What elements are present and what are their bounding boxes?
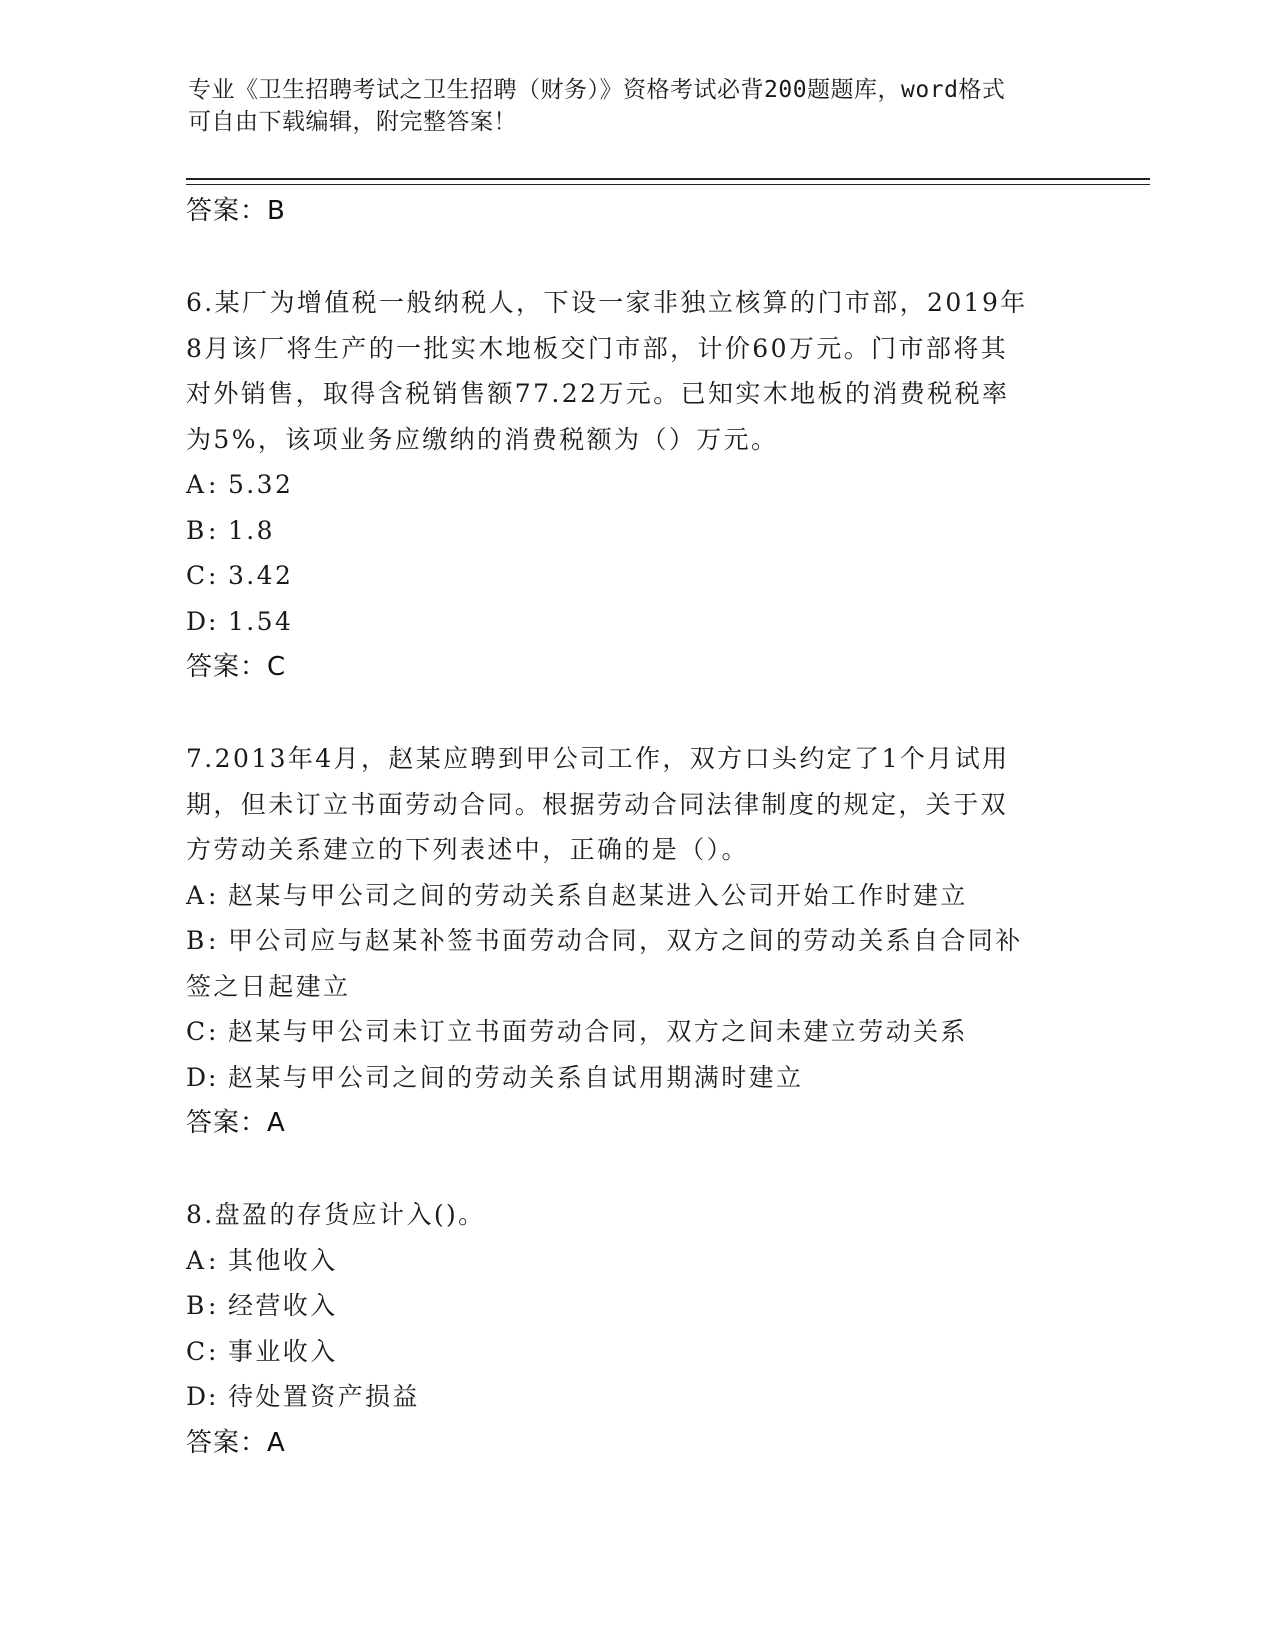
answer-value: B (267, 196, 286, 226)
header-rule-thin (186, 184, 1150, 185)
option-d (186, 1374, 1086, 1420)
option-separator: : (208, 606, 219, 636)
option-letter: D (186, 1062, 209, 1092)
option-text: 赵某与甲公司之间的劳动关系自赵某进入公司开始工作时建立 (228, 880, 968, 910)
option-c (186, 1009, 1086, 1055)
answer-line (186, 1100, 1086, 1146)
option-separator: : (208, 1336, 219, 1366)
option-d (186, 1055, 1086, 1101)
stem-line: 6.某厂为增值税一般纳税人，下设一家非独立核算的门市部，2019年 (186, 288, 1028, 317)
question-stem (186, 1192, 1086, 1238)
answer-value: A (267, 1108, 286, 1138)
option-letter: A (186, 1245, 207, 1275)
option-d (186, 599, 1086, 645)
question-block (186, 280, 1086, 690)
question-block (186, 736, 1086, 1146)
answer-line (186, 1420, 1086, 1466)
option-letter: B (186, 926, 207, 955)
stem-line: 7.2013年4月，赵某应聘到甲公司工作，双方口头约定了1个月试用 (186, 744, 1010, 773)
option-letter: A (186, 880, 207, 910)
option-separator: : (208, 1062, 219, 1092)
stem-line: 方劳动关系建立的下列表述中，正确的是（）。 (186, 835, 749, 864)
answer-label: 答案： (186, 1427, 268, 1458)
option-separator: : (208, 880, 219, 910)
option-b-continued: 签之日起建立 (186, 971, 351, 1001)
header-line-2: 可自由下载编辑，附完整答案！ (188, 109, 517, 135)
option-separator: : (208, 515, 219, 545)
header-line-1: 专业《卫生招聘考试之卫生招聘（财务）》资格考试必背200题题库，word格式 (188, 77, 1006, 103)
option-text: 甲公司应与赵某补签书面劳动合同，双方之间的劳动关系自合同补 (228, 926, 1023, 955)
option-letter: D (186, 1382, 209, 1411)
option-separator: : (208, 926, 219, 955)
question-block (186, 1192, 1086, 1466)
option-separator: : (208, 561, 219, 590)
answer-label: 答案： (186, 196, 268, 226)
stem-line: 期，但未订立书面劳动合同。根据劳动合同法律制度的规定，关于双 (186, 789, 1009, 819)
header-rule-thick (186, 178, 1150, 180)
option-a (186, 873, 1086, 919)
option-text: 赵某与甲公司之间的劳动关系自试用期满时建立 (228, 1062, 804, 1092)
answer-label: 答案： (186, 1108, 268, 1138)
option-letter: D (186, 606, 209, 636)
answer-value: C (267, 652, 287, 682)
option-letter: C (186, 1336, 208, 1366)
option-b (186, 918, 1086, 964)
option-separator: : (208, 1291, 219, 1320)
option-text: 1.8 (228, 515, 275, 545)
stem-line: 8.盘盈的存货应计入()。 (186, 1200, 486, 1229)
option-letter: C (186, 1017, 208, 1046)
option-text: 赵某与甲公司未订立书面劳动合同，双方之间未建立劳动关系 (228, 1017, 968, 1046)
option-text: 其他收入 (228, 1245, 338, 1275)
answer-value: A (267, 1427, 286, 1458)
option-letter: B (186, 1291, 207, 1320)
option-text: 1.54 (228, 606, 294, 636)
option-text: 5.32 (228, 470, 294, 499)
option-b (186, 1283, 1086, 1329)
option-separator: : (208, 1017, 219, 1046)
option-b (186, 508, 1086, 554)
option-c (186, 553, 1086, 599)
option-text: 事业收入 (228, 1336, 338, 1366)
option-separator: : (208, 1245, 219, 1275)
answer-line (186, 644, 1086, 690)
option-separator: : (208, 470, 219, 499)
answer-line (186, 188, 1086, 234)
option-a (186, 1238, 1086, 1284)
option-separator: : (208, 1382, 219, 1411)
question-stem (186, 280, 1086, 462)
stem-line: 对外销售，取得含税销售额77.22万元。已知实木地板的消费税税率 (186, 379, 1010, 408)
option-c (186, 1329, 1086, 1375)
option-letter: A (186, 470, 207, 499)
option-letter: C (186, 561, 208, 590)
option-a (186, 462, 1086, 508)
answer-label: 答案： (186, 652, 268, 682)
option-text: 3.42 (228, 561, 294, 590)
stem-line: 8月该厂将生产的一批实木地板交门市部，计价60万元。门市部将其 (186, 333, 1009, 363)
question-list (186, 188, 1086, 1466)
option-text: 经营收入 (228, 1291, 338, 1320)
stem-line: 为5%，该项业务应缴纳的消费税额为（）万元。 (186, 424, 779, 454)
page-header (188, 74, 1068, 138)
option-text: 待处置资产损益 (228, 1382, 420, 1411)
question-stem (186, 736, 1086, 873)
option-letter: B (186, 515, 207, 545)
